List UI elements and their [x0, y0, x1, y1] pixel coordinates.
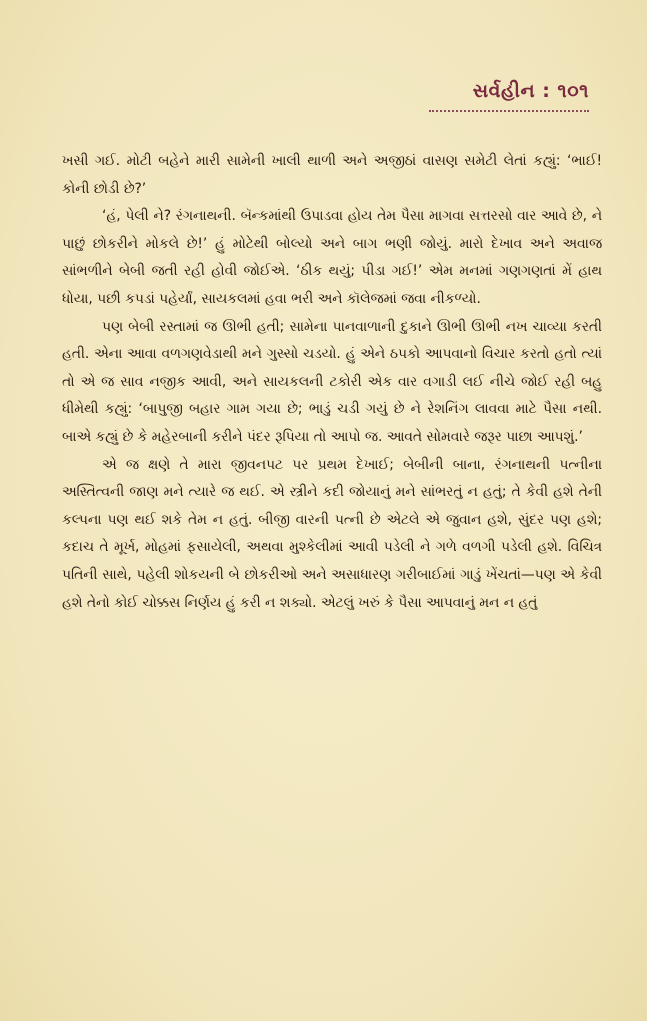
paragraph: એ જ ક્ષણે તે મારા જીવનપટ પર પ્રથમ દેખાઈ; બેબીની બાના, રંગનાથની પત્નીના અસ્તિત્વની જાણ મને ત્યારે જ થઈ. એ સ્ત્રીને કદી જોયાનું મને સાંભરતું ન હતું; તે કેવી હશે તેની કલ્પના પણ થઈ શકે તેમ ન હતું. બીજી વારની પત્ની છે એટલે એ જુવાન હશે, સુંદર પણ હશે; કદાચ તે મૂર્ખ, મોહમાં ફસાયેલી, અથવા મુશ્કેલીમાં આવી પડેલી ને ગળે વળગી પડેલી હશે. વિચિત્ર પતિની સાથે, પહેલી શોકયની બે છોકરીઓ અને અસાધારણ ગરીબાઈમાં ગાડું ખેંચતાં—પણ એ કેવી હશે તેનો કોઈ ચોક્કસ નિર્ણય હું કરી ન શક્યો. એટલું ખરું કે પૈસા આપવાનું મન ન હતું	[62, 456, 602, 611]
header-ornament-rule	[429, 104, 589, 112]
running-header	[419, 80, 589, 112]
paragraph: ‘હં, પેલી ને? રંગનાથની. બૅન્કમાંથી ઉપાડવા હોય તેમ પૈસા માગવા સત્તરસો વાર આવે છે, ને પાછું છોકરીને મોકલે છે!’ હું મોટેથી બોલ્યો અને બાગ ભણી જોયું. મારો દેખાવ અને અવાજ સાંભળીને બેબી જતી રહી હોવી જોઈએ. ‘ઠીક થયું; પીડા ગઈ!’ એમ મનમાં ગણગણતાં મેં હાથ ધોયા, પછી કપડાં પહેર્યાં, સાયકલમાં હવા ભરી અને કૉલેજમાં જવા નીકળ્યો.	[62, 208, 602, 307]
page-body	[62, 148, 602, 617]
paragraph-continued: ખસી ગઈ. મોટી બહેને મારી સામેની ખાલી થાળી અને અજીઠાં વાસણ સમેટી લેતાં કહ્યું: ‘ભાઈ! કોની છોડી છે?’	[62, 153, 602, 197]
running-title: સર્વહીન : ૧૦૧	[472, 80, 589, 102]
paragraph: પણ બેબી રસ્તામાં જ ઊભી હતી; સામેના પાનવાળાની દુકાને ઊભી ઊભી નખ ચાવ્યા કરતી હતી. એના આવા વળગણવેડાથી મને ગુસ્સો ચડયો. હું એને ઠપકો આપવાનો વિચાર કરતો હતો ત્યાં તો એ જ સાવ નજીક આવી, અને સાયકલની ટકોરી એક વાર વગાડી લઈ નીચે જોઈ રહી બહુ ધીમેથી કહ્યું: ‘બાપુજી બહાર ગામ ગયા છે; ભાડું ચડી ગયું છે ને રેશનિંગ લાવવા માટે પૈસા નથી. બાએ કહ્યું છે કે મહેરબાની કરીને પંદર રૂપિયા તો આપો જ. આવતે સોમવારે જરૂર પાછા આપશું.’	[62, 318, 602, 445]
